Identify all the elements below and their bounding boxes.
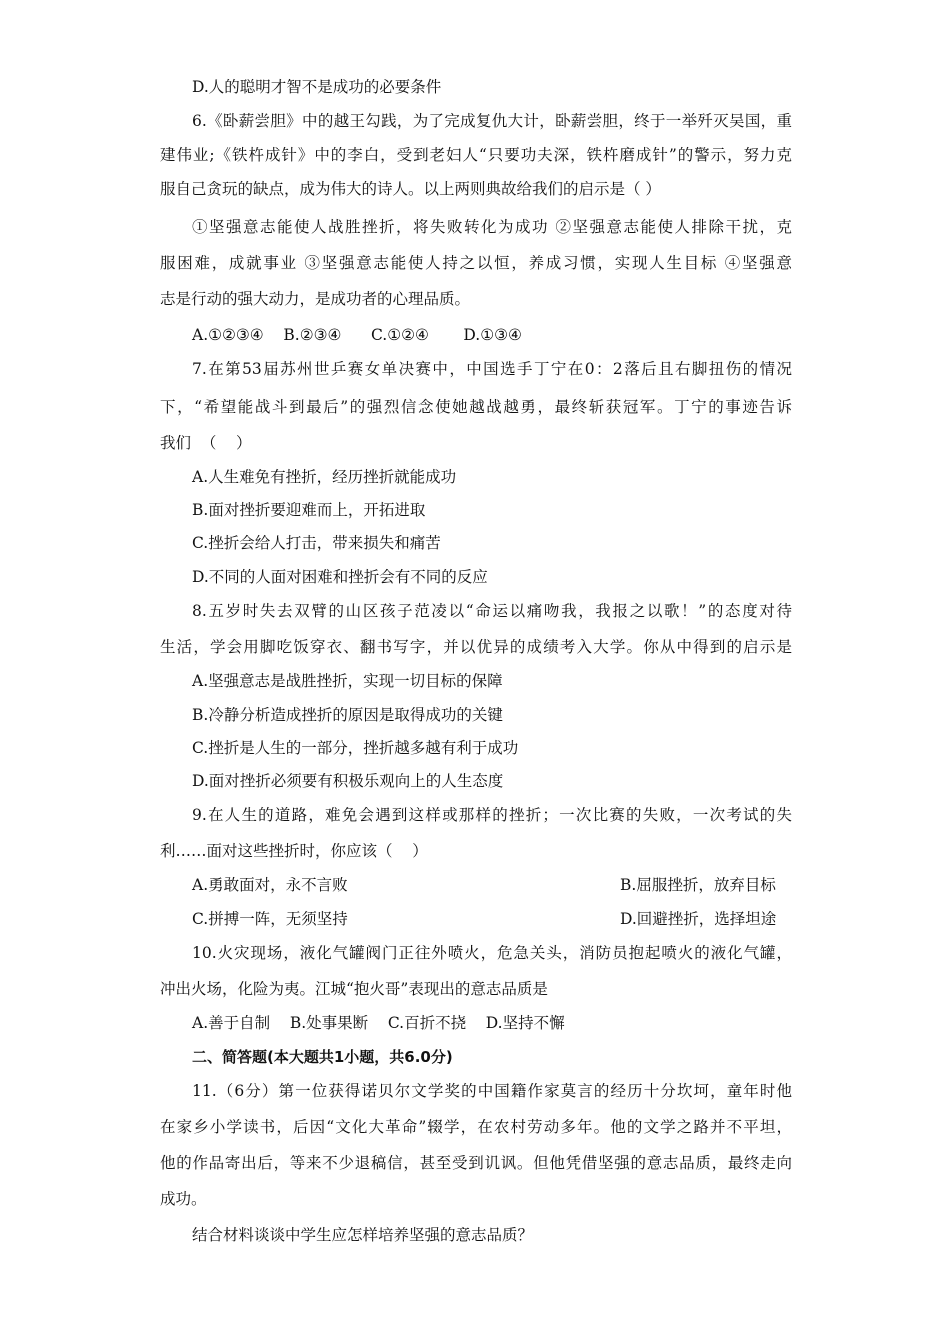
q7-stem-line-3: 我们 （ ） bbox=[160, 434, 252, 452]
q11-stem-line-3: 他的作品寄出后，等来不少退稿信，甚至受到讥讽。但他凭借坚强的意志品质，最终走向 bbox=[160, 1154, 792, 1172]
q9-option-a: A.勇敢面对，永不言败 bbox=[192, 876, 348, 894]
q6-stem-line-1: 6.《卧薪尝胆》中的越王勾践，为了完成复仇大计，卧薪尝胆，终于一举歼灭吴国，重 bbox=[192, 112, 792, 130]
q7-option-c: C.挫折会给人打击，带来损失和痛苦 bbox=[192, 534, 441, 552]
q8-stem-line-1: 8.五岁时失去双臂的山区孩子范凌以“命运以痛吻我，我报之以歌！”的态度对待 bbox=[192, 602, 792, 620]
q6-stem-line-3: 服自己贪玩的缺点，成为伟大的诗人。以上两则典故给我们的启示是（ ） bbox=[160, 180, 661, 198]
q6-items-line-3: 志是行动的强大动力，是成功者的心理品质。 bbox=[160, 290, 471, 308]
q9-stem-line-2: 利……面对这些挫折时，你应该（ ） bbox=[160, 842, 428, 860]
q11-stem-line-1: 11.（6分）第一位获得诺贝尔文学奖的中国籍作家莫言的经历十分坎坷，童年时他 bbox=[192, 1082, 792, 1100]
q11-prompt: 结合材料谈谈中学生应怎样培养坚强的意志品质？ bbox=[192, 1226, 534, 1244]
q11-stem-line-4: 成功。 bbox=[160, 1190, 207, 1208]
q7-option-a: A.人生难免有挫折，经历挫折就能成功 bbox=[192, 468, 457, 486]
q7-stem-line-1: 7.在第53届苏州世乒赛女单决赛中，中国选手丁宁在0：2落后且右脚扭伤的情况 bbox=[192, 360, 792, 378]
q5-option-d: D.人的聪明才智不是成功的必要条件 bbox=[192, 78, 442, 96]
q9-options-row-2 bbox=[192, 908, 792, 930]
q6-items-line-1: ①坚强意志能使人战胜挫折，将失败转化为成功 ②坚强意志能使人排除干扰，克 bbox=[192, 218, 792, 236]
q8-stem-line-2: 生活，学会用脚吃饭穿衣、翻书写字，并以优异的成绩考入大学。你从中得到的启示是 bbox=[160, 638, 792, 656]
q9-stem-line-1: 9.在人生的道路，难免会遇到这样或那样的挫折；一次比赛的失败，一次考试的失 bbox=[192, 806, 792, 824]
q7-option-b: B.面对挫折要迎难而上，开拓进取 bbox=[192, 501, 426, 519]
q6-stem-line-2: 建伟业;《铁杵成针》中的李白，受到老妇人“只要功夫深，铁杵磨成针”的警示，努力克 bbox=[160, 146, 792, 164]
q9-option-b: B.屈服挫折，放弃目标 bbox=[620, 876, 776, 894]
q6-items-line-2: 服困难，成就事业 ③坚强意志能使人持之以恒，养成习惯，实现人生目标 ④坚强意 bbox=[160, 254, 792, 272]
q8-option-b: B.冷静分析造成挫折的原因是取得成功的关键 bbox=[192, 706, 503, 724]
q7-stem-line-2: 下，“希望能战斗到最后”的强烈信念使她越战越勇，最终斩获冠军。丁宁的事迹告诉 bbox=[160, 398, 792, 416]
q9-option-c: C.拼搏一阵，无须坚持 bbox=[192, 910, 348, 928]
q10-stem-line-1: 10.火灾现场，液化气罐阀门正往外喷火，危急关头，消防员抱起喷火的液化气罐， bbox=[192, 944, 792, 962]
q9-options-row-1 bbox=[192, 874, 792, 896]
q8-option-a: A.坚强意志是战胜挫折，实现一切目标的保障 bbox=[192, 672, 503, 690]
q6-options: A.①②③④ B.②③④ C.①②④ D.①③④ bbox=[192, 326, 522, 344]
q7-option-d: D.不同的人面对困难和挫折会有不同的反应 bbox=[192, 568, 488, 586]
q11-stem-line-2: 在家乡小学读书，后因“文化大革命”辍学，在农村劳动多年。他的文学之路并不平坦， bbox=[160, 1118, 792, 1136]
q10-options: A.善于自制 B.处事果断 C.百折不挠 D.坚持不懈 bbox=[192, 1014, 565, 1032]
q8-option-c: C.挫折是人生的一部分，挫折越多越有利于成功 bbox=[192, 739, 519, 757]
q9-option-d: D.回避挫折，选择坦途 bbox=[620, 910, 777, 928]
section-heading: 二、简答题(本大题共1小题，共6.0分) bbox=[192, 1048, 453, 1066]
q8-option-d: D.面对挫折必须要有积极乐观向上的人生态度 bbox=[192, 772, 504, 790]
q10-stem-line-2: 冲出火场，化险为夷。江城“抱火哥”表现出的意志品质是 bbox=[160, 980, 548, 998]
